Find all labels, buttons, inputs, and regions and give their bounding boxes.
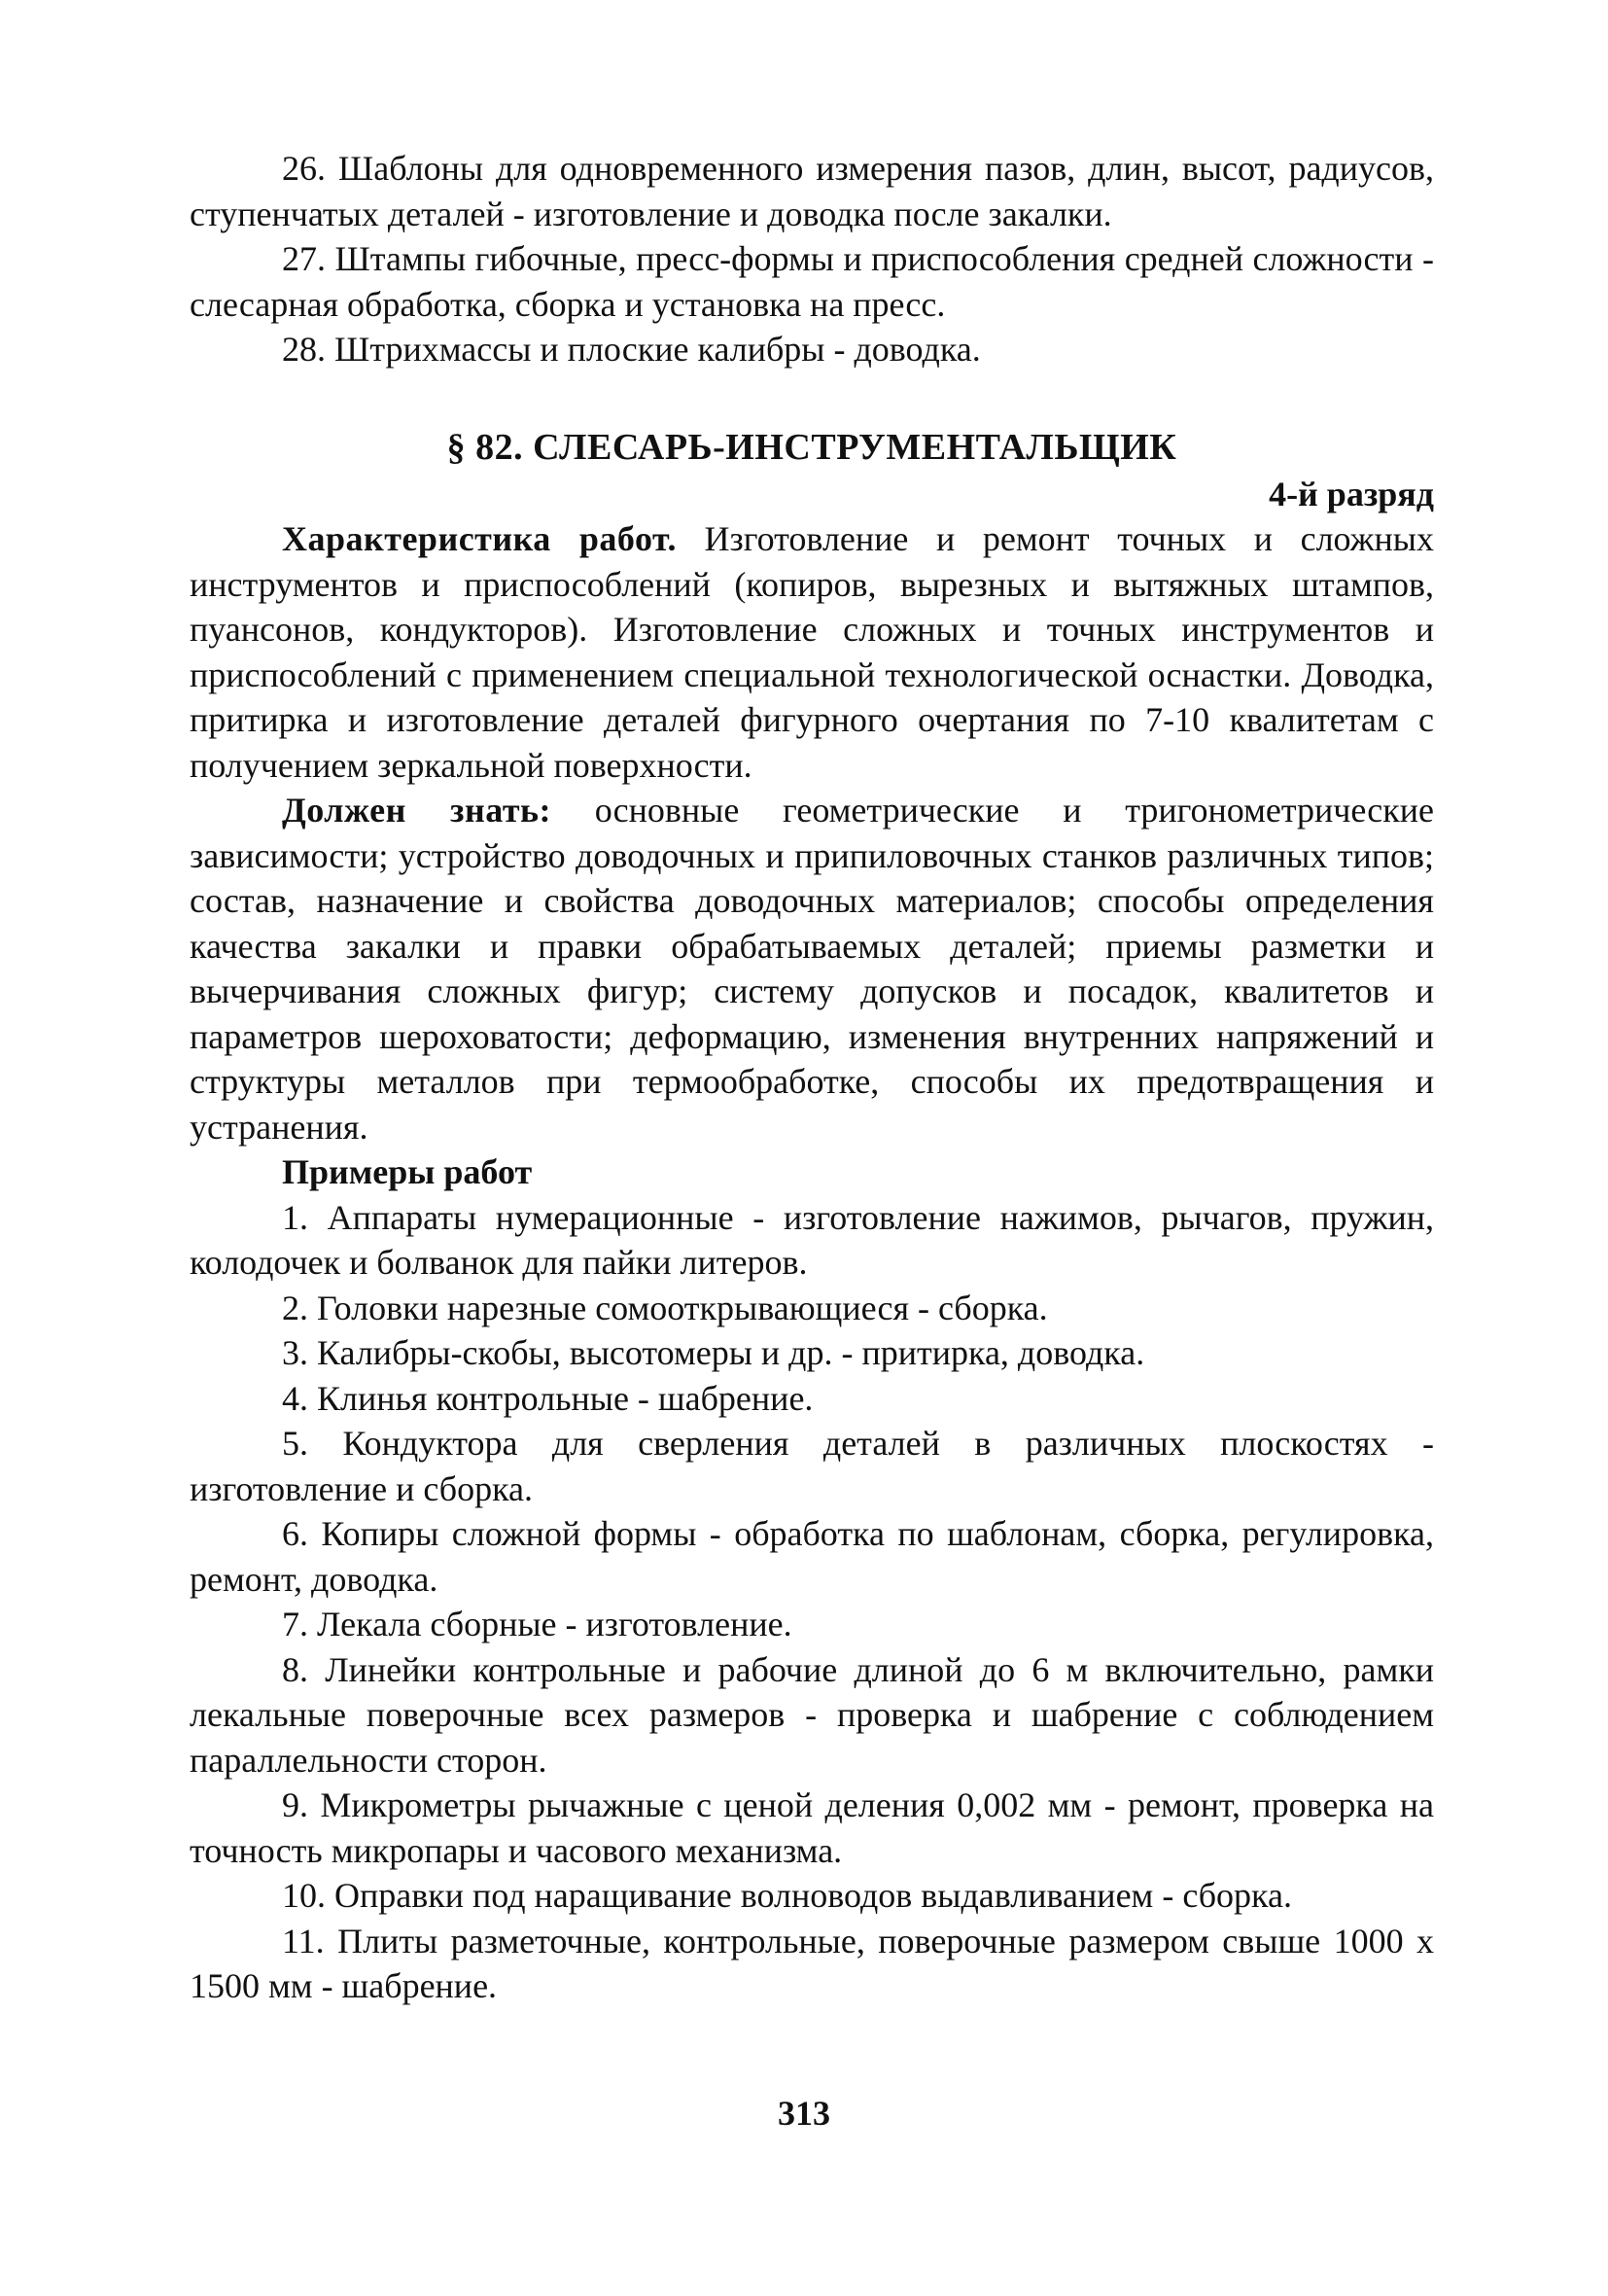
characteristics-text: Изготовление и ремонт точных и сложных инструментов и приспособлений (копиров, вырезных и вытяжных штампов, пуансонов, кондукторов). Изготовление сложных и точных инструментов и приспособлений с применением специальной технологической оснастки. Доводка, притирка и изготовление деталей фигурного очертания по 7-10 квалитетам с получением зеркальной поверхности. [190, 519, 1434, 785]
list-item: 11. Плиты разметочные, контрольные, поверочные размером свыше 1000 х 1500 мм - шабрение. [190, 1921, 1434, 2005]
list-item: 26. Шаблоны для одновременного измерения пазов, длин, высот, радиусов, ступенчатых деталей - изготовление и доводка после закалки. [190, 149, 1434, 233]
list-item: 1. Аппараты нумерационные - изготовление нажимов, рычагов, пружин, колодочек и болванок для пайки литеров. [190, 1197, 1434, 1282]
knowledge-text: основные геометрические и тригонометрические зависимости; устройство доводочных и припиловочных станков различных типов; состав, назначение и свойства доводочных материалов; способы определения качества закалки и правки обрабатываемых деталей; приемы разметки и вычерчивания сложных фигур; систему допусков и посадок, квалитетов и параметров шероховатости; деформацию, изменения внутренних напряжений и структуры металлов при термообработке, способы их предотвращения и устранения. [190, 791, 1434, 1147]
list-item: 4. Клинья контрольные - шабрение. [282, 1378, 814, 1418]
list-item: 8. Линейки контрольные и рабочие длиной до 6 м включительно, рамки лекальные поверочные всех размеров - проверка и шабрение с соблюдением параллельности сторон. [190, 1649, 1434, 1780]
grade-label: 4-й разряд [1269, 474, 1434, 513]
characteristics-paragraph [190, 516, 1434, 788]
knowledge-label: Должен знать: [282, 791, 552, 830]
knowledge-paragraph [190, 788, 1434, 1149]
list-item: 7. Лекала сборные - изготовление. [282, 1605, 792, 1643]
document-page [190, 146, 1434, 2009]
list-item: 10. Оправки под наращивание волноводов выдавливанием - сборка. [282, 1876, 1292, 1915]
section-title: § 82. СЛЕСАРЬ-ИНСТРУМЕНТАЛЬЩИК [446, 426, 1177, 468]
list-item: 27. Штампы гибочные, пресс-формы и приспособления средней сложности - слесарная обработка, сборка и установка на пресс. [190, 239, 1434, 324]
list-item: 28. Штрихмассы и плоские калибры - доводка. [282, 330, 981, 369]
list-item: 2. Головки нарезные сомооткрывающиеся - сборка. [282, 1288, 1048, 1327]
list-item: 5. Кондуктора для сверления деталей в различных плоскостях - изготовление и сборка. [190, 1424, 1434, 1508]
examples-heading: Примеры работ [282, 1152, 533, 1191]
characteristics-label: Характеристика работ. [282, 519, 677, 558]
list-item: 6. Копиры сложной формы - обработка по шаблонам, сборка, регулировка, ремонт, доводка. [190, 1514, 1434, 1599]
list-item: 3. Калибры-скобы, высотомеры и др. - притирка, доводка. [282, 1333, 1145, 1372]
page-number: 313 [778, 2094, 830, 2133]
list-item: 9. Микрометры рычажные с ценой деления 0,002 мм - ремонт, проверка на точность микропары и часового механизма. [190, 1785, 1434, 1870]
